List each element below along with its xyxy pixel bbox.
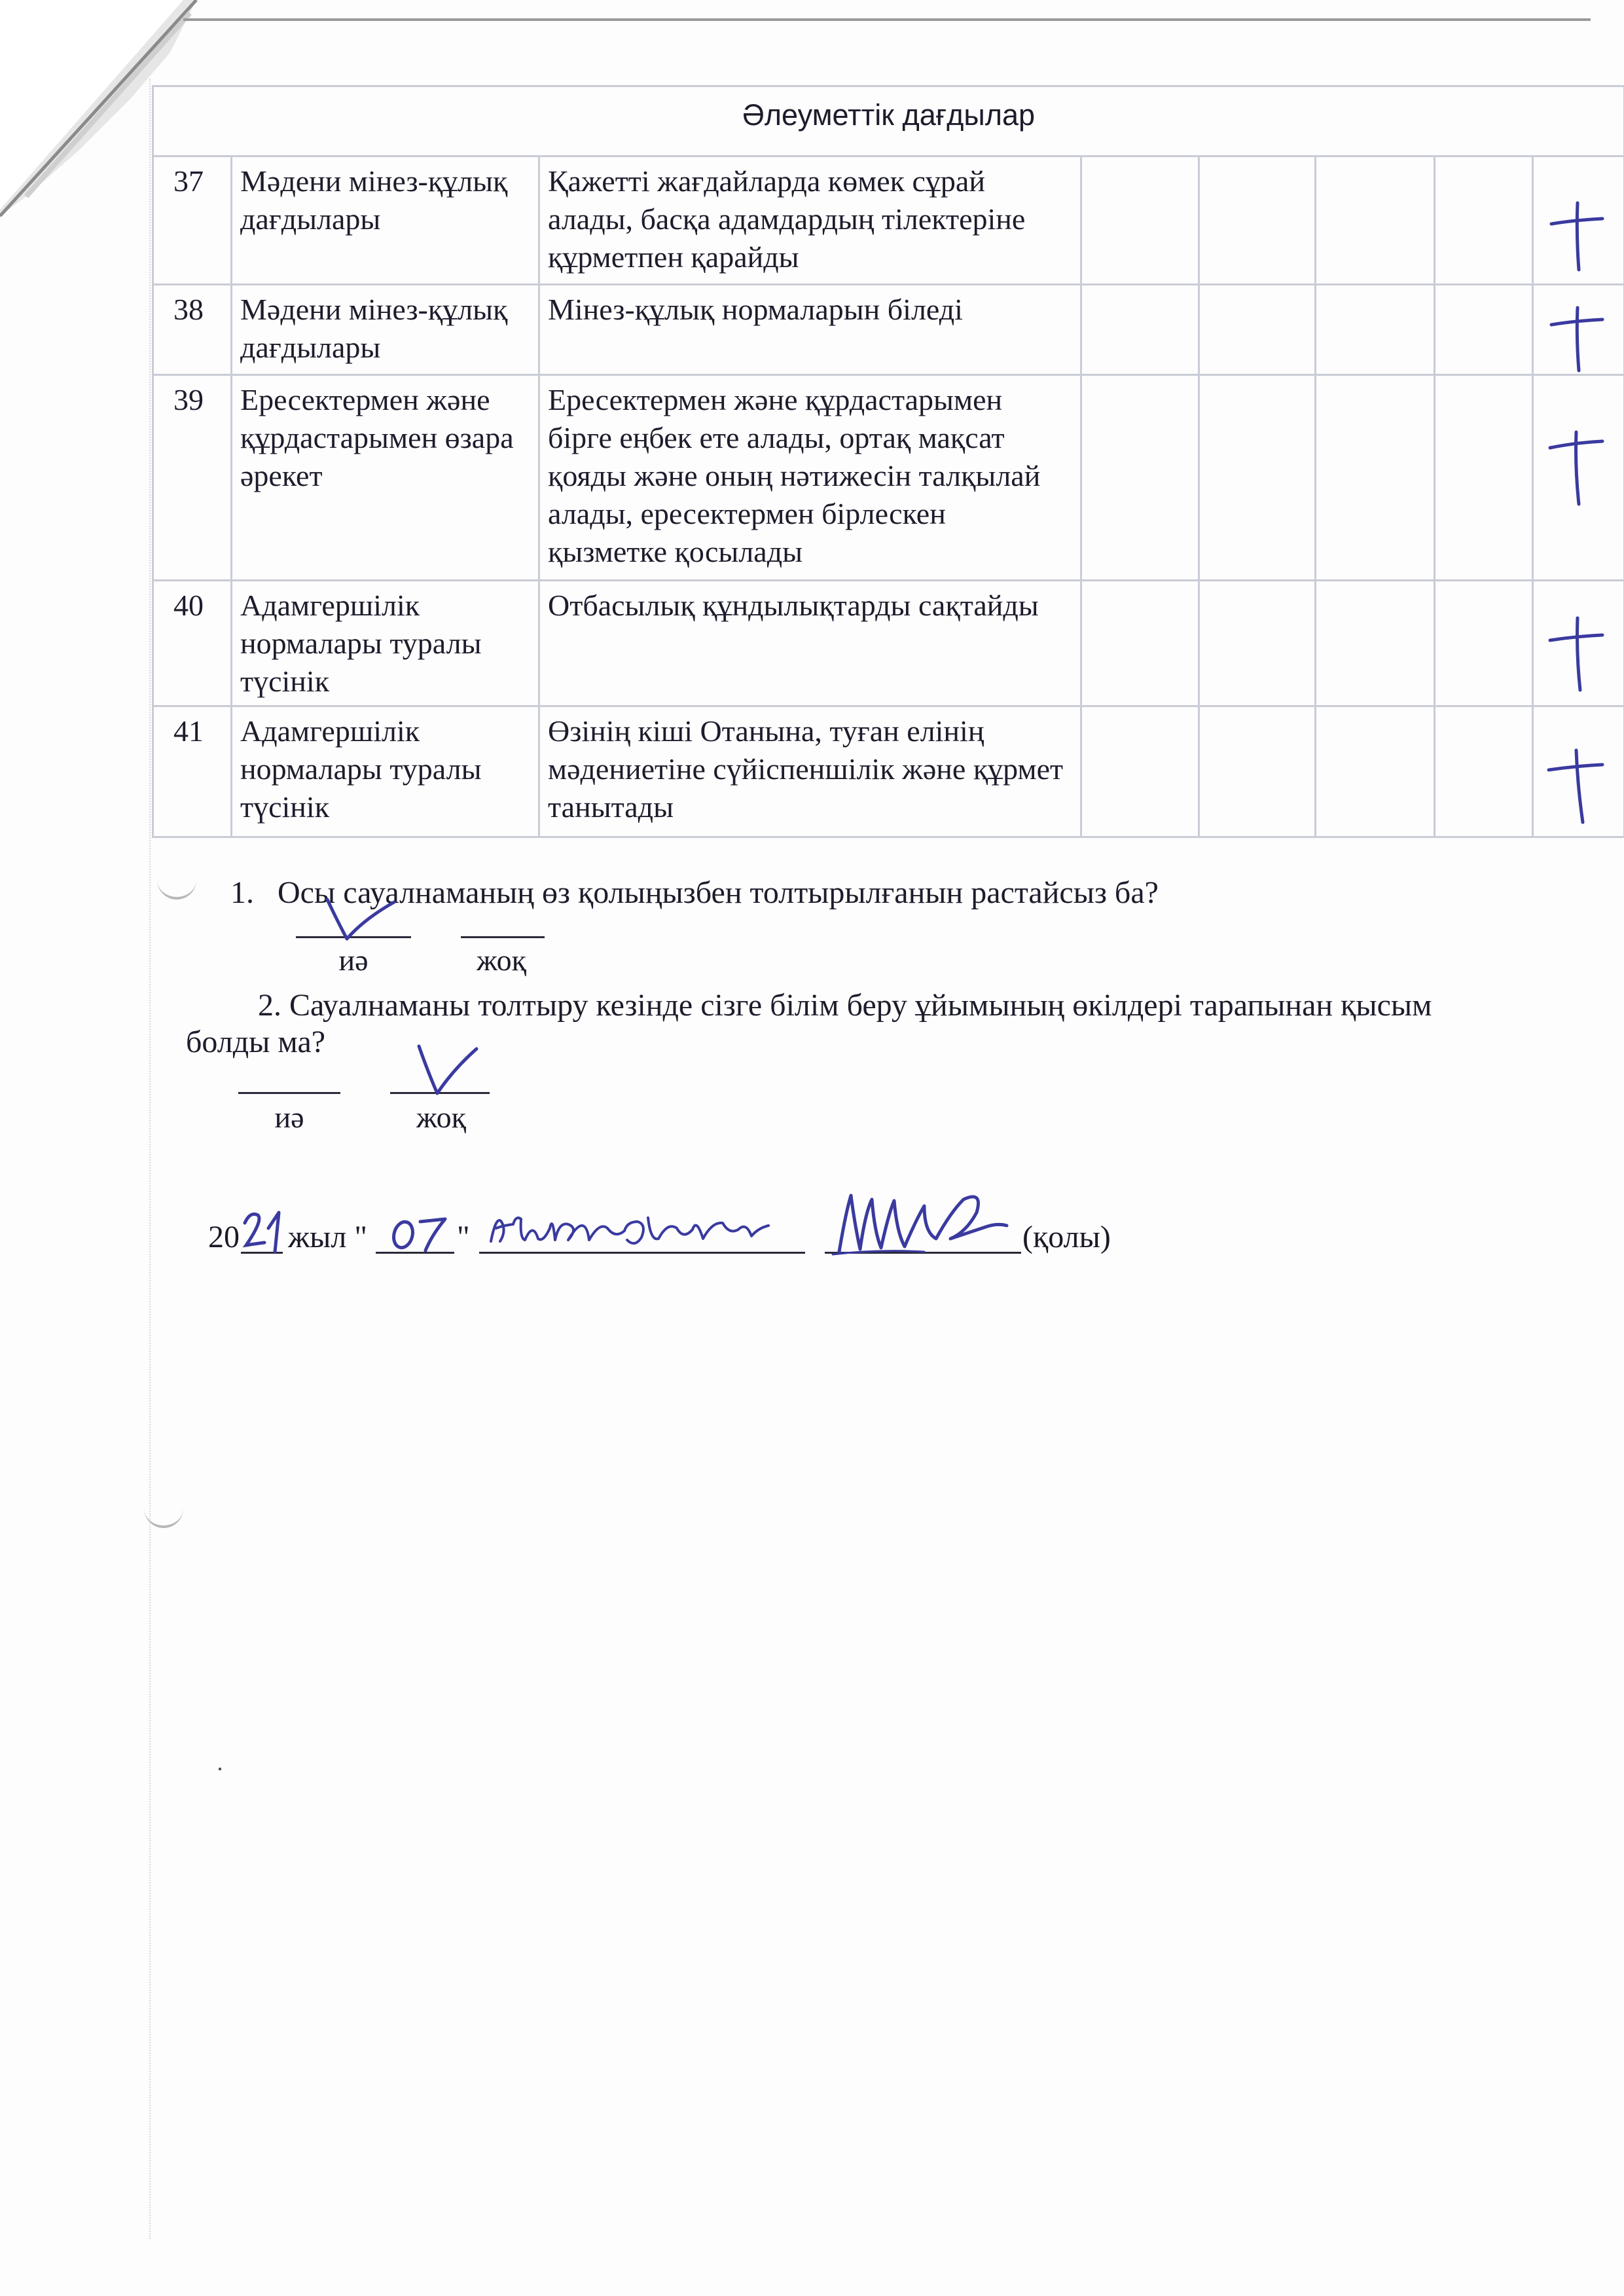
rating-cell (1081, 156, 1199, 285)
rating-cell (1199, 285, 1316, 375)
description-cell: Ересектермен және құрдастарымен бірге еңбек ете алады, ортақ мақсат қояды және оның нәтижесін талқылай алады, ересектермен бірлескен қызметке қосылады (539, 375, 1081, 581)
margin-guide (149, 79, 151, 2239)
rating-cell-marked (1533, 706, 1624, 837)
skill-cell: Ересектермен және құрдастарымен өзара әрекет (232, 375, 539, 581)
handwritten-plus-icon (1546, 746, 1605, 825)
row-number: 37 (153, 156, 232, 285)
rating-cell (1081, 581, 1199, 706)
checkmark-v-icon (325, 896, 397, 943)
question-2-text-line1: 2. Сауалнаманы толтыру кезінде сізге білім беру ұйымының өкілдері тарапынан қысым (258, 988, 1432, 1023)
handwritten-year-21 (242, 1209, 288, 1254)
rating-cell (1435, 581, 1533, 706)
question-2-yes-blank[interactable] (238, 1092, 340, 1094)
rating-cell-marked (1533, 581, 1624, 706)
question-1-no-blank[interactable] (461, 936, 545, 938)
skill-cell: Мәдени мінез-құлық дағдылары (232, 156, 539, 285)
date-day-suffix: " (457, 1220, 470, 1254)
handwritten-month-zheltoksan (487, 1202, 775, 1254)
signature-label: (қолы) (1022, 1220, 1111, 1254)
description-cell: Отбасылық құндылықтарды сақтайды (539, 581, 1081, 706)
skill-cell: Адамгершілік нормалары туралы түсінік (232, 706, 539, 837)
rating-cell (1199, 156, 1316, 285)
table-row (153, 581, 1624, 706)
binder-hole-top (157, 871, 196, 900)
handwritten-plus-icon (1546, 196, 1605, 275)
date-year-prefix: 20 (208, 1220, 240, 1254)
checkmark-v-icon (416, 1044, 479, 1096)
handwritten-day-07 (389, 1215, 448, 1252)
date-day-blank[interactable] (376, 1252, 454, 1254)
row-number: 41 (153, 706, 232, 837)
page-top-edge (183, 18, 1591, 21)
rating-cell (1316, 581, 1435, 706)
handwritten-plus-icon (1546, 305, 1605, 384)
row-number: 40 (153, 581, 232, 706)
description-cell: Мінез-құлық нормаларын біледі (539, 285, 1081, 375)
rating-cell (1435, 285, 1533, 375)
rating-cell (1316, 156, 1435, 285)
rating-cell (1199, 706, 1316, 837)
rating-cell-marked (1533, 375, 1624, 581)
table-row (153, 375, 1624, 581)
description-cell: Қажетті жағдайларда көмек сұрай алады, басқа адамдардың тілектеріне құрметпен қарайды (539, 156, 1081, 285)
rating-cell (1081, 375, 1199, 581)
rating-cell (1435, 375, 1533, 581)
rating-cell (1435, 156, 1533, 285)
question-1-text: Осы сауалнаманың өз қолыңызбен толтырылғанын растайсыз ба? (278, 875, 1159, 910)
rating-cell (1435, 706, 1533, 837)
scan-dot (219, 1768, 221, 1770)
handwritten-signature (826, 1186, 1009, 1265)
date-year-suffix: жыл " (288, 1220, 367, 1254)
skill-cell: Мәдени мінез-құлық дағдылары (232, 285, 539, 375)
question-1-number: 1. (230, 875, 254, 910)
rating-cell (1316, 706, 1435, 837)
description-cell: Өзінің кіші Отанына, туған елінің мәдениетіне сүйіспеншілік және құрмет танытады (539, 706, 1081, 837)
table-row (153, 285, 1624, 375)
question-1-no-label: жоқ (477, 943, 526, 977)
handwritten-plus-icon (1546, 614, 1605, 693)
question-2-yes-label: иә (274, 1101, 304, 1134)
rating-cell-marked (1533, 156, 1624, 285)
rating-cell (1199, 581, 1316, 706)
skills-table (152, 85, 1610, 838)
question-1-yes-label: иә (338, 943, 369, 977)
rating-cell-marked (1533, 285, 1624, 375)
skill-cell: Адамгершілік нормалары туралы түсінік (232, 581, 539, 706)
rating-cell (1081, 285, 1199, 375)
table-row (153, 706, 1624, 837)
rating-cell (1316, 375, 1435, 581)
section-header-row (153, 86, 1624, 156)
rating-cell (1199, 375, 1316, 581)
rating-cell (1316, 285, 1435, 375)
table-row (153, 156, 1624, 285)
handwritten-plus-icon (1546, 428, 1605, 507)
question-2-no-label: жоқ (416, 1101, 466, 1134)
row-number: 39 (153, 375, 232, 581)
section-title: Әлеуметтік дағдылар (153, 86, 1624, 156)
question-2-text-line2: болды ма? (186, 1025, 326, 1059)
rating-cell (1081, 706, 1199, 837)
row-number: 38 (153, 285, 232, 375)
